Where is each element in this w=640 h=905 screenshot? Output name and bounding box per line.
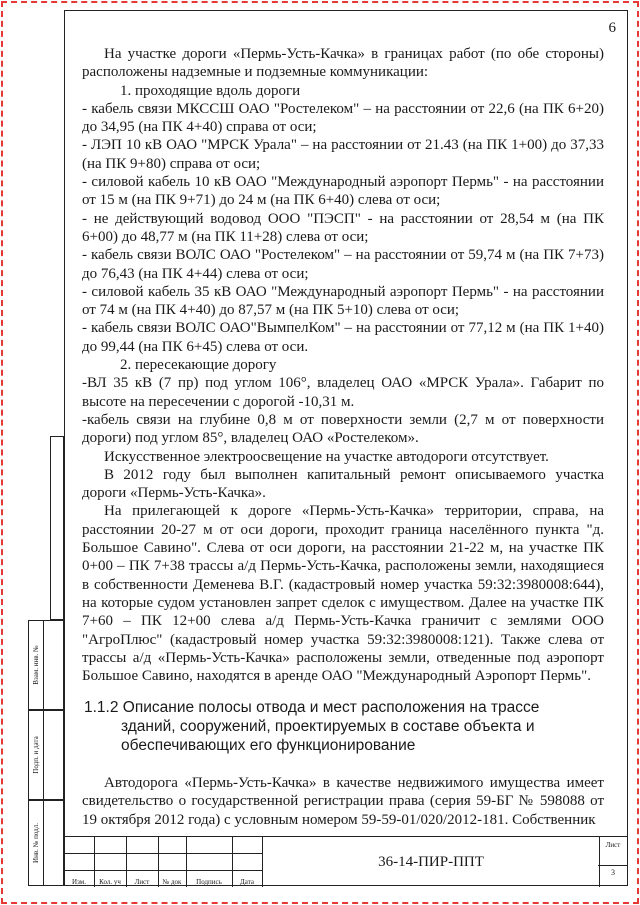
list-item: - кабель связи ВОЛС ОАО "Ростелеком" – на расстоянии от 59,74 м (на ПК 7+73) до 76,43 (на ПК 4+44) слева от оси;	[82, 247, 604, 282]
page-number: 6	[608, 20, 616, 36]
heading-line: обеспечивающих его функционирование	[121, 737, 416, 754]
lighting-paragraph: Искусственное электроосвещение на участке автодороги отсутствует.	[104, 448, 549, 465]
side-stamp-replacement	[28, 620, 64, 710]
side-empty-column	[50, 436, 64, 620]
sheet-cell	[598, 837, 628, 887]
list-item: - силовой кабель 35 кВ ОАО "Международный аэропорт Пермь" - на расстоянии от 74 м (на ПК 4+40) до 87,57 м (на ПК 5+10) слева от оси;	[82, 283, 604, 319]
intro-paragraph: На участке дороги «Пермь-Усть-Качка» в границах работ (по обе стороны) расположены надземные и подземные коммуникации:	[82, 46, 604, 81]
stamp-caption: № док	[162, 878, 182, 886]
stamp-caption: Лист	[134, 878, 150, 886]
tail-paragraph	[82, 774, 604, 829]
stamp-caption: Изм.	[72, 878, 86, 886]
stamp-caption: Дата	[240, 878, 254, 886]
section-heading	[84, 698, 604, 755]
side-stamp-inventory	[28, 800, 64, 886]
list-item: -ВЛ 35 кВ (7 пр) под углом 106°, владелец ОАО «МРСК Урала». Габарит по высоте на пересечении с дорогой -10,31 м.	[82, 375, 604, 410]
main-text	[82, 45, 604, 685]
section2-title: 2. пересекающие дорогу	[120, 357, 277, 374]
title-block	[64, 836, 628, 887]
side-label: Инв. № подл.	[32, 823, 40, 863]
list-item: - силовой кабель 10 кВ ОАО "Международный аэропорт Пермь" - на расстоянии от 15 м (на ПК 9+71) до 24 м (на ПК 6+40) слева от оси;	[82, 174, 604, 209]
document-code: 36-14-ПИР-ППТ	[262, 837, 600, 887]
heading-line: зданий, сооружений, проектируемых в составе объекта и	[121, 718, 535, 735]
revision-grid	[64, 837, 262, 887]
list-item: - кабель связи ВОЛС ОАО"ВымпелКом" – на расстоянии от 77,12 м (на ПК 1+40) до 99,44 (на ПК 6+45) слева от оси.	[82, 320, 604, 355]
stamp-caption: Кол. уч	[99, 878, 121, 886]
stamp-caption: Подпись	[196, 878, 222, 886]
heading-line: 1.1.2 Описание полосы отвода и мест расположения на трассе	[84, 699, 540, 716]
list-item: - не действующий водовод ООО "ПЭСП" - на расстоянии от 28,54 м (на ПК 6+00) до 48,77 м (на ПК 11+28) слева от оси;	[82, 210, 604, 245]
sheet-number: 3	[598, 865, 628, 877]
registration-paragraph: Автодорога «Пермь-Усть-Качка» в качестве недвижимого имущества имеет свидетельство о государственной регистрации права (серия 59-БГ № 598088 от 19 октября 2012 года) с условным номером 59-59-01/020/2012-181. Собственник	[82, 775, 604, 828]
section1-title: 1. проходящие вдоль дороги	[120, 82, 301, 99]
list-item: - ЛЭП 10 кВ ОАО "МРСК Урала" – на расстоянии от 21.43 (на ПК 1+00) до 37,33 (на ПК 9+80) справа от оси;	[82, 137, 604, 172]
repair-paragraph: В 2012 году был выполнен капитальный ремонт описываемого участка дороги «Пермь-Усть-Качка».	[82, 466, 604, 502]
list-item: -кабель связи на глубине 0,8 м от поверхности земли (2,7 м от поверхности дороги) под углом 85°, владелец ОАО «Ростелеком».	[82, 411, 604, 447]
territory-paragraph: На прилегающей к дороге «Пермь-Усть-Качка» территории, справа, на расстоянии 20-27 м от оси дороги, проходит граница населённого пункта "д. Большое Савино". Слева от оси дороги, на расстоянии 21-22 м, на участке ПК 0+00 – ПК 7+38 трассы а/д Пермь-Усть-Качка, расположены земли, находящиеся в собственности Деменева В.Г. (кадастровый номер участка 59:32:3980008:644), на которые судом установлен запрет сделок с имуществом. Далее на участке ПК 7+60 – ПК 12+00 слева а/д Пермь-Усть-Качка граничит с землями ООО "АгроПлюс" (кадастровый номер участка 59:32:3980008:121). Также слева от трассы а/д «Пермь-Усть-Качка» расположены земли, отведенные под аэропорт Большое Савино, находятся в аренде ОАО "Международный Аэропорт Пермь".	[82, 503, 604, 685]
list-item: - кабель связи МКССШ ОАО "Ростелеком" – на расстоянии от 22,6 (на ПК 6+20) до 34,95 (на ПК 4+40) справа от оси;	[82, 100, 604, 136]
side-label: Подп. и дата	[32, 736, 40, 774]
sheet-label: Лист	[605, 841, 621, 849]
side-stamp-signature	[28, 710, 64, 800]
side-label: Взам. инв. №	[32, 645, 40, 685]
